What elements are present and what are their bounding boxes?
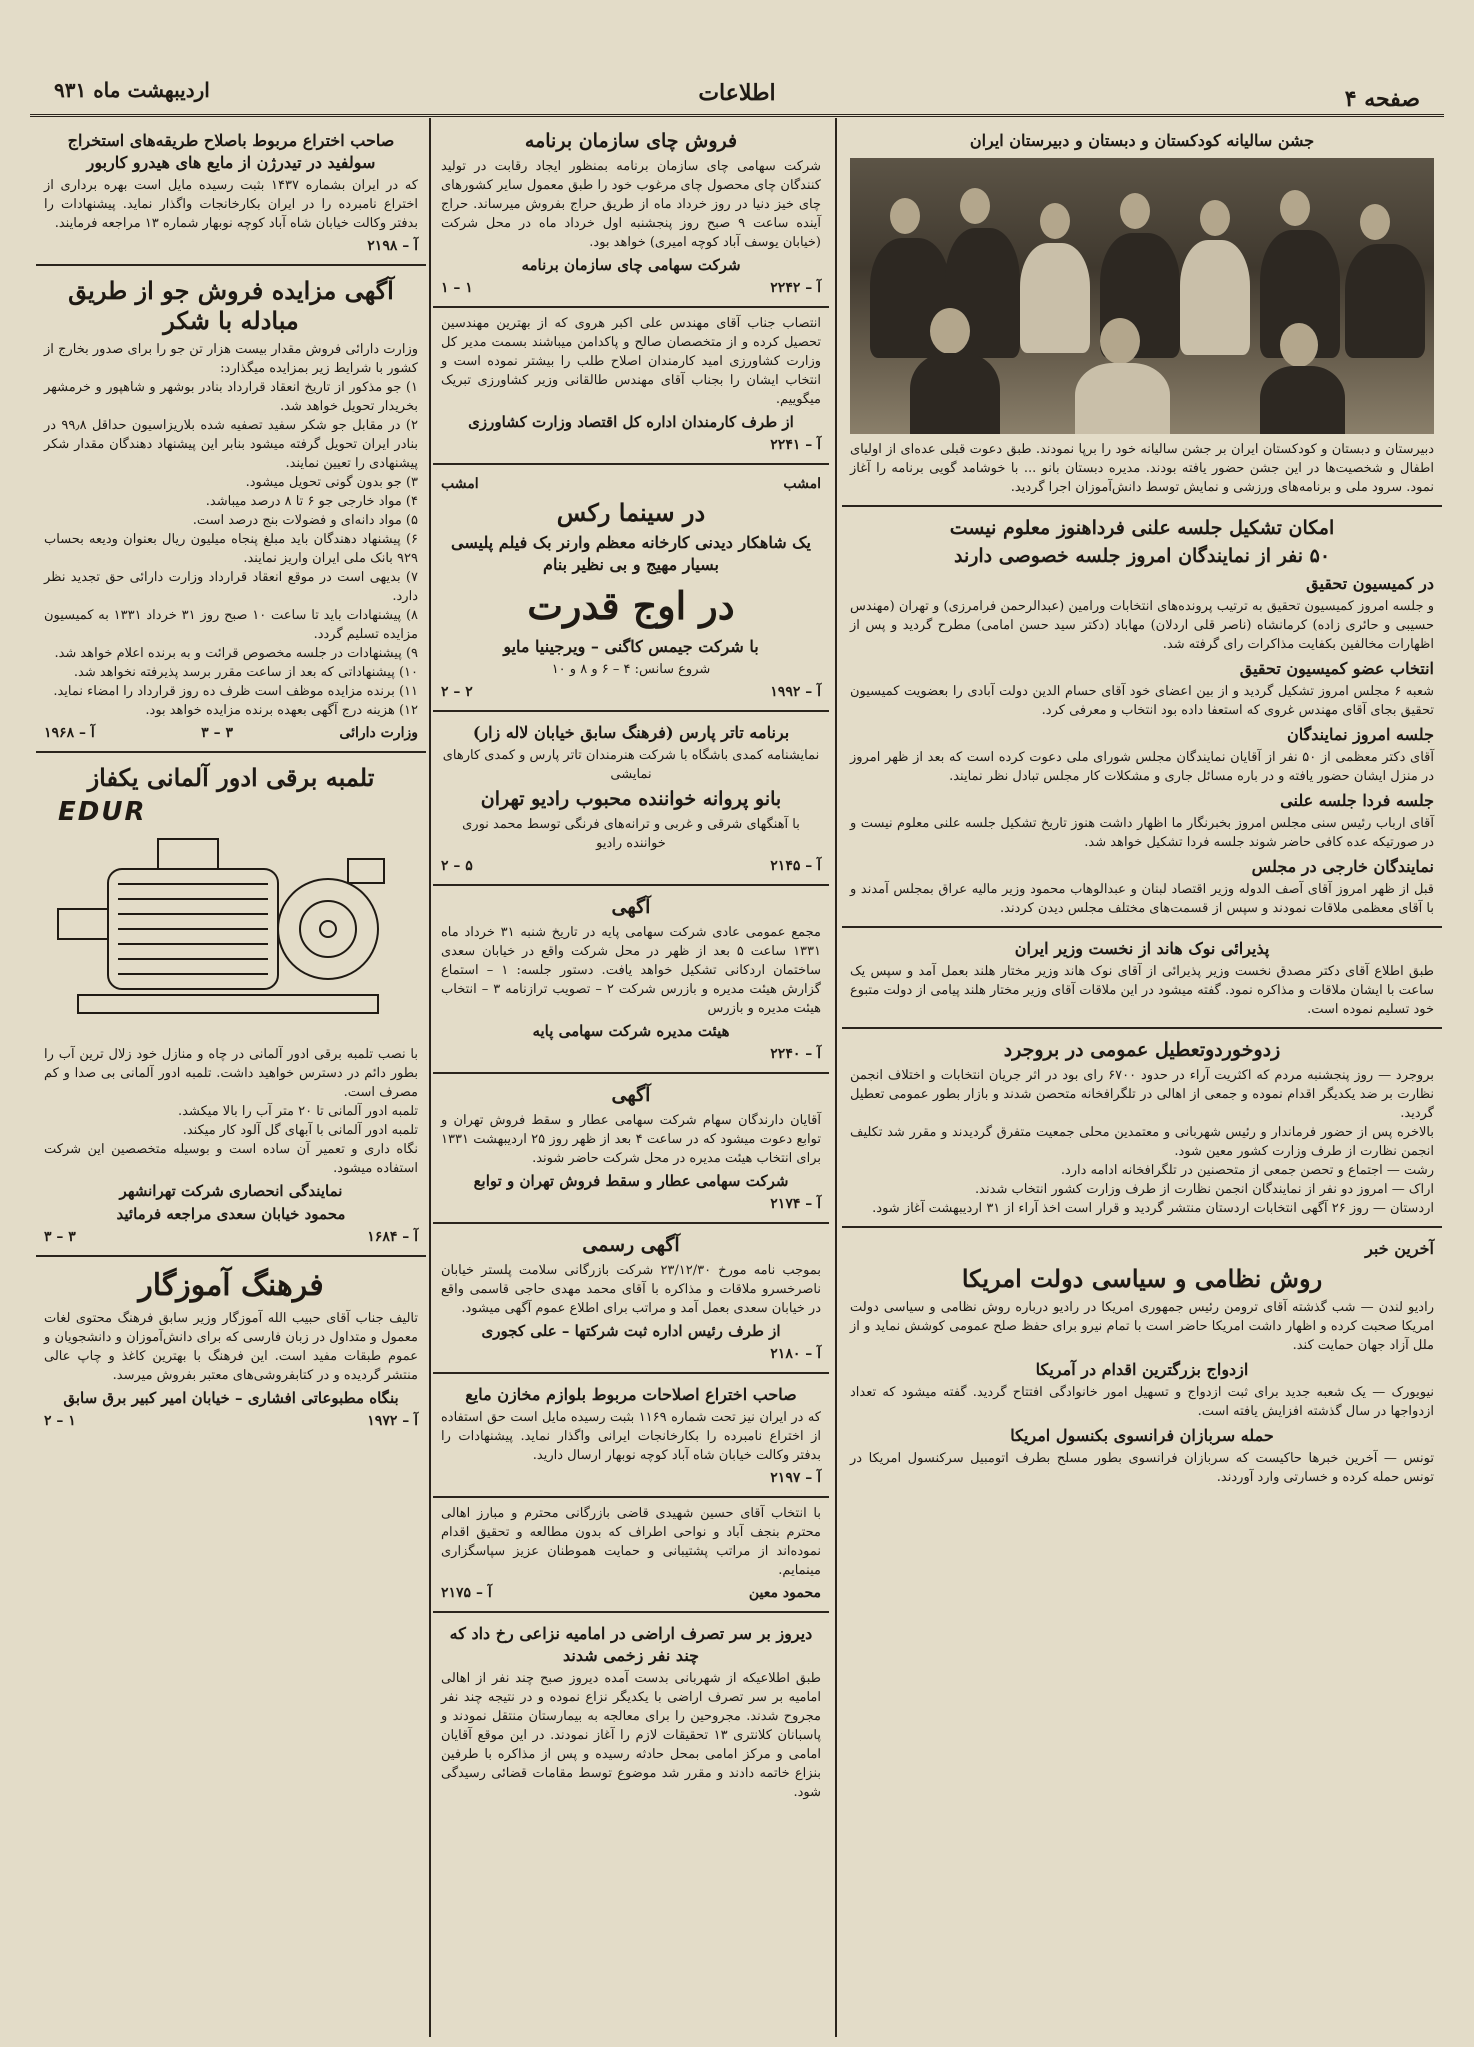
tea-body: شرکت سهامی چای سازمان برنامه بمنظور ایجاد رقابت در تولید کنندگان چای محصول چای مرغوب خود را طبق معمول سایر کشورهای چای خیز دنیا در روز خرداد ماه از طریق حراج بفروش میرساند. حراج آینده ساعت ۹ صبح روز پنجشنبه اول خرداد ماه در محل شرکت (خیابان یوسف آباد کوچه امیری) خواهد بود.: [441, 159, 821, 250]
theatre-title: برنامه تاتر پارس (فرهنگ سابق خیابان لاله زار): [472, 723, 790, 742]
school-text: دبیرستان و دبستان و کودکستان ایران بر جشن سالیانه خود را برپا نمودند. طبق دعوت قبلی عده‌ای از اولیای اطفال و شخصیت‌ها در این جشن حضور یافته بودند. مدیره دبستان بانو ... با خوشامد گویی برنامه را آغاز نمود. سرود ملی و برنامه‌های ورزشی و نمایش توسط دانش‌آموزان اجرا گردید.: [850, 442, 1434, 495]
patent-title: صاحب اختراع اصلاحات مربوط بلوازم مخازن مایع: [465, 1385, 797, 1404]
borujerd-paragraph: بالاخره پس از حضور فرماندار و رئیس شهربانی و معتمدین محلی جمعیت متفرق گردیدند و مقرر شد تکلیف انجمن نظارت از طرف وزارت کشور معین شود.: [850, 1125, 1434, 1159]
pump-item: نگاه داری و تعمیر آن ساده است و بوسیله متخصصین این شرکت استفاده میشود.: [44, 1142, 418, 1176]
ref-code: آ – ۲۲۴۰: [770, 1046, 821, 1062]
pm-headline: پذیرائی نوک هاند از نخست وزیر ایران: [1014, 939, 1270, 958]
ref-code: آ – ۱۹۷۲: [367, 1413, 418, 1429]
lead-section: [850, 724, 1434, 786]
auction-signature: وزارت دارائی: [339, 725, 418, 741]
tea-title: فروش چای سازمان برنامه: [524, 130, 738, 152]
appointment-signature: از طرف کارمندان اداره کل اقتصاد وزارت کشاورزی: [468, 413, 794, 431]
section-body: شعبه ۶ مجلس امروز تشکیل گردید و از بین اعضای خود آقای حسام الدین دولت آبادی را بعضویت کمیسیون تحقیق بجای آقای مهندس غروی که استعفا داده بود انتخاب و معرفی کرد.: [850, 684, 1434, 718]
section-body: آقای ارباب رئیس سنی مجلس امروز بخبرنگار ما اظهار داشت هنوز تاریخ تشکیل جلسه علنی معلوم نیست و در صورتیکه عده کافی حاضر شوند جلسه فردا تشکیل خواهد شد.: [850, 816, 1434, 850]
auction-item: ۱۱) برنده مزایده موظف است ظرف ده روز قرارداد را امضاء نماید.: [53, 684, 418, 699]
ad-reference: [44, 1228, 418, 1247]
dict-body: تالیف جناب آقای حبیب الله آموزگار وزیر سابق فرهنگ محتوی لغات معمول و متداول در زبان فارسی که برای دانش‌آموزان و دانشجویان و عموم طبقات مفید است. این فرهنگ با بهترین کاغذ و چاپ عالی منتشر گردیده و در کتابفروشی‌های معتبر بفروش میرسد.: [44, 1311, 418, 1383]
middle-column: [433, 120, 829, 2035]
auction-item: ۶) پیشنهاد دهندگان باید مبلغ پنجاه میلیون ریال بعنوان ودیعه بحساب ۹۲۹ بانک ملی ایران واریز نمایند.: [44, 532, 418, 566]
last-news-body: رادیو لندن — شب گذشته آقای ترومن رئیس جمهوری امریکا در رادیو درباره روش نظامی و سیاسی دولت امریکا صحبت کرده و اظهار داشت امریکا حاضر است با تمام نیرو برای حفظ صلح عمومی کوشش نماید و از ملل آزاد جهان حمایت کند.: [850, 1300, 1434, 1353]
lead-section: [850, 573, 1434, 654]
ref-code: ۳ – ۳: [201, 725, 233, 741]
patent-body: که در ایران نیز تحت شماره ۱۱۶۹ بثبت رسیده مایل است حق استفاده از اختراع نامبرده را بکارخانجات ایرانی واگذار نماید. پیشنهادات را بدفتر وکالت خیابان شاه آباد کوچه نوبهار ارسال دارید.: [441, 1410, 821, 1463]
pump-dealer: نمایندگی انحصاری شرکت تهرانشهر: [119, 1182, 343, 1200]
column-rule: [429, 118, 431, 2037]
parliament-news-block: [842, 507, 1442, 928]
ref-code: آ – ۲۱۹۸: [367, 238, 418, 254]
celebration-photo: [850, 158, 1434, 434]
auction-item: ۱۲) هزینه درج آگهی بعهده برنده مزایده خواهد بود.: [145, 703, 418, 718]
auction-intro: وزارت دارائی فروش مقدار بیست هزار تن جو را برای صدور بخارج از کشور با شرایط زیر بمزایده میگذارد:: [44, 342, 418, 376]
auction-title: آگهی مزایده فروش جو از طریق مبادله با شکر: [68, 276, 394, 335]
notice-signature: از طرف رئیس اداره ثبت شرکتها – علی کجوری: [481, 1322, 781, 1340]
pump-ad: [36, 753, 426, 1257]
lead-section: [850, 856, 1434, 918]
cinema-name: در سینما رکس: [556, 498, 706, 527]
photo-caption: جشن سالیانه کودکستان و دبستان و دبیرستان ایران: [969, 131, 1315, 150]
ref-code: ۱ – ۲: [44, 1413, 76, 1429]
lead-headline: امکان تشکیل جلسه علنی فرداهنوز معلوم نیست: [949, 517, 1335, 539]
appointment-notice: [433, 308, 829, 465]
auction-item: ۲) در مقابل جو شکر سفید تصفیه شده بلاریزاسیون حداقل ۹۹٫۸ در بنادر ایران تحویل گرفته میشود بنابر این پیشنهاد دهندگان مقدار شکر پیشنهادی را تعیین نمایند.: [44, 418, 418, 471]
pump-item: تلمبه ادور آلمانی با آبهای گل آلود کار میکند.: [182, 1123, 418, 1138]
tea-signature: شرکت سهامی چای سازمان برنامه: [521, 256, 741, 274]
notice-title: آگهی رسمی: [582, 1234, 680, 1256]
ref-code: آ – ۲۲۴۲: [770, 280, 821, 296]
cinema-film-title: در اوج قدرت: [527, 583, 735, 628]
ad-reference: [441, 857, 821, 876]
thanks-body: با انتخاب آقای حسین شهیدی قاضی بازرگانی محترم و مبارز اهالی محترم بنجف آباد و نواحی اطراف که بدون مطالعه و تحقیق اقدام نموده‌اند از مراتب پشتیبانی و حمایت هموطنان عزیز سپاسگزاری مینمایم.: [441, 1506, 821, 1578]
ad-reference: [44, 237, 418, 256]
ref-code: ۵ – ۲: [441, 858, 473, 874]
notice-2: [433, 1074, 829, 1224]
ad-reference: [441, 436, 821, 455]
pump-drawing: [48, 799, 418, 1039]
auction-item: ۵) مواد دانه‌ای و فضولات بنج درصد است.: [192, 513, 418, 528]
patent-notice-left: [36, 120, 426, 266]
lead-section: [850, 790, 1434, 852]
pm-body: طبق اطلاع آقای دکتر مصدق نخست وزیر پذیرائی از آقای نوک هاند وزیر مختار هلند بعمل آمد و سپس یک ساعت با ایشان ملاقات و مذاکره نمود. گفته میشود در این ملاقات آقای وزیر مختار هلند پیامی از دولت متبوع خود تسلیم نموده است.: [850, 964, 1434, 1017]
theatre-star: بانو پروانه خواننده محبوب رادیو تهران: [480, 788, 782, 810]
land-dispute-news: [433, 1613, 829, 1810]
lead-section: [850, 658, 1434, 720]
notice-title: آگهی: [611, 1084, 651, 1106]
land-headline: دیروز بر سر تصرف اراضی در امامیه نزاعی رخ داد که چند نفر زخمی شدند: [449, 1624, 813, 1665]
theatre-body: نمایشنامه کمدی باشگاه با شرکت هنرمندان تاتر پارس و کمدی کارهای نمایشی: [442, 748, 820, 782]
borujerd-paragraph: اراک — امروز دو نفر از نمایندگان انجمن نظارت از طرف وزارت کشور انتخاب شدند.: [975, 1182, 1434, 1197]
masthead: [30, 58, 1444, 117]
pump-illustration: [44, 799, 418, 1039]
ref-code: آ – ۲۱۴۵: [770, 858, 821, 874]
section-title: جلسه فردا جلسه علنی: [1280, 791, 1434, 810]
pump-brand: EDUR: [58, 797, 147, 827]
notice-body: مجمع عمومی عادی شرکت سهامی پایه در تاریخ شنبه ۳۱ خرداد ماه ۱۳۳۱ ساعت ۵ بعد از ظهر در محل شرکت واقع در خیابان سعدی ساختمان اردکانی تشکیل خواهد یافت. دستور جلسه: ۱ – استماع گزارش هیئت مدیره و بازرس شرکت ۲ – تصویب ترازنامه ۳ – انتخاب هیئت مدیره و بازرس: [441, 925, 822, 1016]
lead-subheadline: ۵۰ نفر از نمایندگان امروز جلسه خصوصی دارند: [953, 545, 1331, 567]
last-news-label: آخرین خبر: [1365, 1239, 1434, 1258]
ref-code: آ – ۱۹۹۲: [770, 684, 821, 700]
cinema-stars: با شرکت جیمس کاگنی – ویرجینیا مایو: [503, 637, 759, 656]
auction-item: ۱) جو مذکور از تاریخ انعقاد قرارداد بنادر بوشهر و شاهپور و خرمشهر بخریدار تحویل خواهد شد.: [44, 380, 418, 414]
dictionary-ad: [36, 1257, 426, 1439]
section-title: نمایندگان خارجی در مجلس: [1251, 857, 1434, 876]
ref-code: آ – ۲۱۸۰: [770, 1346, 821, 1362]
ref-code: ۲ – ۲: [441, 684, 473, 700]
section-body: و جلسه امروز کمیسیون تحقیق به ترتیب پرونده‌های انتخابات ورامین (عبدالرحمن فرامرزی) و تهران (مهندس حسیبی و حائری زاده) کرمانشاه (ناصر قلی اردلان) مهاباد (دکتر سید حسن امامی) مطرح گردید و پس از اظهارات مخالفین بکفایت مذاکرات رای گرفته شد.: [850, 599, 1434, 652]
ad-reference: [441, 1045, 821, 1064]
ad-reference: [44, 1412, 418, 1431]
auction-item: ۷) بدیهی است در موقع انعقاد قرارداد وزارت دارائی حق تجدید نظر دارد.: [44, 570, 418, 604]
thanks-signature: محمود معین: [748, 1585, 821, 1601]
ad-reference: [441, 683, 821, 702]
notice-signature: شرکت سهامی عطار و سقط فروش تهران و توابع: [473, 1172, 789, 1190]
ref-code: ۳ – ۳: [44, 1229, 76, 1245]
page-number: صفحه ۴: [1344, 86, 1420, 112]
cinema-tonight: امشب: [783, 476, 821, 492]
ref-code: آ – ۱۶۸۴: [367, 1229, 418, 1245]
notice-3: [433, 1224, 829, 1374]
tea-sale-ad: [433, 120, 829, 308]
theatre-ad: [433, 712, 829, 886]
notice-body: آقایان دارندگان سهام شرکت سهامی عطار و سقط فروش تهران و توابع دعوت میشود که در ساعت ۴ بعد از ظهر روز ۲۵ اردیبهشت ۱۳۳۱ برای انتخاب هیئت مدیره در محل شرکت حاضر شوند.: [441, 1113, 821, 1166]
pm-block: [842, 928, 1442, 1029]
paper-name: اطلاعات: [698, 80, 776, 106]
ad-reference: [441, 1195, 821, 1214]
thanks-notice: [433, 1498, 829, 1613]
ad-reference: [441, 1584, 821, 1603]
borujerd-headline: زدوخوردوتعطیل عمومی در بروجرد: [1003, 1039, 1281, 1061]
pump-title: تلمبه برقی ادور آلمانی یکفاز: [87, 763, 375, 792]
pump-item: تلمبه ادور آلمانی تا ۲۰ متر آب را بالا میکشد.: [178, 1104, 418, 1119]
issue-date: اردیبهشت ماه ۹۳۱: [54, 78, 210, 102]
auction-item: ۱۰) پیشنهاداتی که بعد از ساعت مقرر برسد پذیرفته نخواهد شد.: [73, 665, 418, 680]
cinema-tonight-row: [441, 475, 821, 494]
borujerd-paragraph: رشت — اجتماع و تحصن جمعی از متحصنین در تلگرافخانه ادامه دارد.: [1060, 1163, 1434, 1178]
column-rule: [835, 118, 837, 2037]
auction-item: ۴) مواد خارجی جو ۶ تا ۸ درصد میباشد.: [205, 494, 418, 509]
dict-publisher: بنگاه مطبوعاتی افشاری – خیابان امیر کبیر برق سابق: [63, 1389, 399, 1407]
notice-title: آگهی: [611, 896, 651, 918]
auction-item: ۸) پیشنهادات باید تا ساعت ۱۰ صبح روز ۳۱ خرداد ۱۳۳۱ به کمیسیون مزایده تسلیم گردد.: [44, 608, 418, 642]
section-body: آقای دکتر معظمی از ۵۰ نفر از آقایان نمایندگان مجلس شورای ملی دعوت کرده است که بعد از ظهر امروز در منزل ایشان حضور یافته و در باره مسائل جاری و مشکلات کار مجلس تبادل نظر نمایند.: [850, 750, 1434, 784]
pump-address: محمود خیابان سعدی مراجعه فرمائید: [116, 1205, 346, 1223]
borujerd-block: [842, 1029, 1442, 1228]
notice-1: [433, 886, 829, 1074]
patent-title: صاحب اختراع مربوط باصلاح طریقه‌های استخراج سولفید در تیدرژن از مایع های هیدرو کاربور: [67, 131, 395, 172]
cinema-tonight: امشب: [441, 476, 479, 492]
ref-code: آ – ۲۱۷۵: [441, 1585, 492, 1601]
attack-body: تونس — آخرین خبرها حاکیست که سربازان فرانسوی بطور مسلح بطرف اتومبیل سرکنسول امریکا در تونس حمله کرده و خسارتی وارد آوردند.: [850, 1451, 1434, 1485]
notice-body: بموجب نامه مورخ ۲۳/۱۲/۳۰ شرکت بازرگانی سلامت پلستر خیابان ناصرخسرو ملاقات و مذاکره با آقای محمد مهدی حاجی قاسمی واقع در خیابان سعدی بعمل آمد و مراتب برای اطلاع عموم آگهی میشود.: [441, 1263, 821, 1316]
section-title: انتخاب عضو کمیسیون تحقیق: [1239, 659, 1434, 678]
dict-title: فرهنگ آموزگار: [138, 1268, 324, 1303]
ref-code: آ – ۲۲۴۱: [770, 437, 821, 453]
ref-code: آ – ۲۱۹۷: [770, 1470, 821, 1486]
section-title: در کمیسیون تحقیق: [1306, 574, 1434, 593]
ad-reference: [441, 1469, 821, 1488]
right-column: [842, 120, 1442, 2035]
patent-body: که در ایران بشماره ۱۴۳۷ بثبت رسیده مایل است بهره برداری از اختراع نامبرده را در ایران بکارخانجات واگذار نماید. پیشنهادات را بدفتر وکالت خیابان شاه آباد کوچه نوبهار شماره ۱۳ مراجعه فرمایند.: [44, 178, 418, 231]
land-body: طبق اطلاعیکه از شهربانی بدست آمده دیروز صبح چند نفر از اهالی امامیه بر سر تصرف اراضی با یکدیگر نزاع نموده و در نتیجه چند نفر مجروح شدند. مجروحین را برای معالجه به بیمارستان منتقل نمودند و پاسبانان کلانتری ۱۳ تحقیقات لازم را آغاز نمودند. در این موقع آقایان امامی و مرکز امامی بمحل حادثه رسیده و پس از مذاکره با طرفین بنزاع خاتمه دادند و مقرر شد موضوع توسط مقامات قضائی رسیدگی شود.: [441, 1671, 822, 1800]
cinema-desc: یک شاهکار دیدنی کارخانه معظم وارنر بک فیلم پلیسی بسیار مهیج و بی نظیر بنام: [451, 533, 811, 574]
appointment-body: انتصاب جناب آقای مهندس علی اکبر هروی که از بهترین مهندسین تحصیل کرده و از متخصصان صالح و پاکدامن میباشند بسمت مدیر کل وزارت کشاورزی امید کارمندان اصلاح طلب را بیشتر نموده است و انتخاب ایشان را بجناب آقای مهندس طالقانی وزیر کشاورزی تبریک میگوییم.: [441, 316, 821, 407]
pump-body: با نصب تلمبه برقی ادور آلمانی در چاه و منازل خود زلال ترین آب را بطور دائم در دسترس خواهید داشت. تلمبه ادور آلمانی بی صدا و کم مصرف است.: [44, 1047, 418, 1100]
ref-code: آ – ۲۱۷۴: [770, 1196, 821, 1212]
last-news-block: [842, 1228, 1442, 1495]
section-body: قبل از ظهر امروز آقای آصف الدوله وزیر اقتصاد لبنان و عبدالوهاب محمود وزیر مالیه عراق بمجلس آمدند و با آقای معظمی ملاقات نمودند و سپس از قسمت‌های مختلف مجلس دیدن کردند.: [850, 882, 1434, 916]
theatre-songs: با آهنگهای شرقی و غربی و ترانه‌های فرنگی توسط محمد نوری خواننده رادیو: [462, 817, 800, 851]
marriage-body: نیویورک — یک شعبه جدید برای ثبت ازدواج و تسهیل امور خانوادگی افتتاح گردید. گفته میشود که تعداد ازدواجها در سال گذشته افزایش یافته است.: [850, 1385, 1434, 1419]
ad-reference: [441, 1345, 821, 1364]
marriage-headline: ازدواج بزرگترین اقدام در آمریکا: [1035, 1360, 1249, 1379]
auction-item: ۳) جو بدون گونی تحویل میشود.: [245, 475, 418, 490]
borujerd-paragraph: اردستان — روز ۲۶ آگهی انتخابات اردستان منتشر گردید و قرار است اخذ آراء از ۳۱ اردیبهشت آغاز شود.: [872, 1201, 1434, 1216]
left-column: [36, 120, 426, 2035]
cinema-times: شروع سانس: ۴ – ۶ و ۸ و ۱۰: [551, 662, 711, 677]
auction-notice: [36, 266, 426, 753]
cinema-ad: [433, 465, 829, 712]
attack-headline: حمله سربازان فرانسوی بکنسول امریکا: [1010, 1426, 1274, 1445]
last-news-headline: روش نظامی و سیاسی دولت امریکا: [961, 1264, 1323, 1293]
ad-reference: [44, 724, 418, 743]
patent-notice-middle: [433, 1374, 829, 1498]
ref-code: آ – ۱۹۶۸: [44, 725, 95, 741]
ad-reference: [441, 279, 821, 298]
section-title: جلسه امروز نمایندگان: [1287, 725, 1434, 744]
borujerd-paragraph: بروجرد — روز پنجشنبه مردم که اکثریت آراء در حدود ۶۷۰۰ رای بود در اثر جریان انتخابات و اختلاف انجمن نظارت بر ضد یکدیگر اقدام نموده و جمعی از اهالی در تلگرافخانه متحصن شدند و بازار بطور عمومی تعطیل گردید.: [850, 1068, 1435, 1121]
auction-item: ۹) پیشنهادات در جلسه مخصوص قرائت و به برنده اعلام خواهد شد.: [54, 646, 418, 661]
ref-code: ۱ – ۱: [441, 280, 473, 296]
school-celebration-block: [842, 120, 1442, 507]
notice-signature: هیئت مدیره شرکت سهامی پایه: [532, 1022, 730, 1040]
